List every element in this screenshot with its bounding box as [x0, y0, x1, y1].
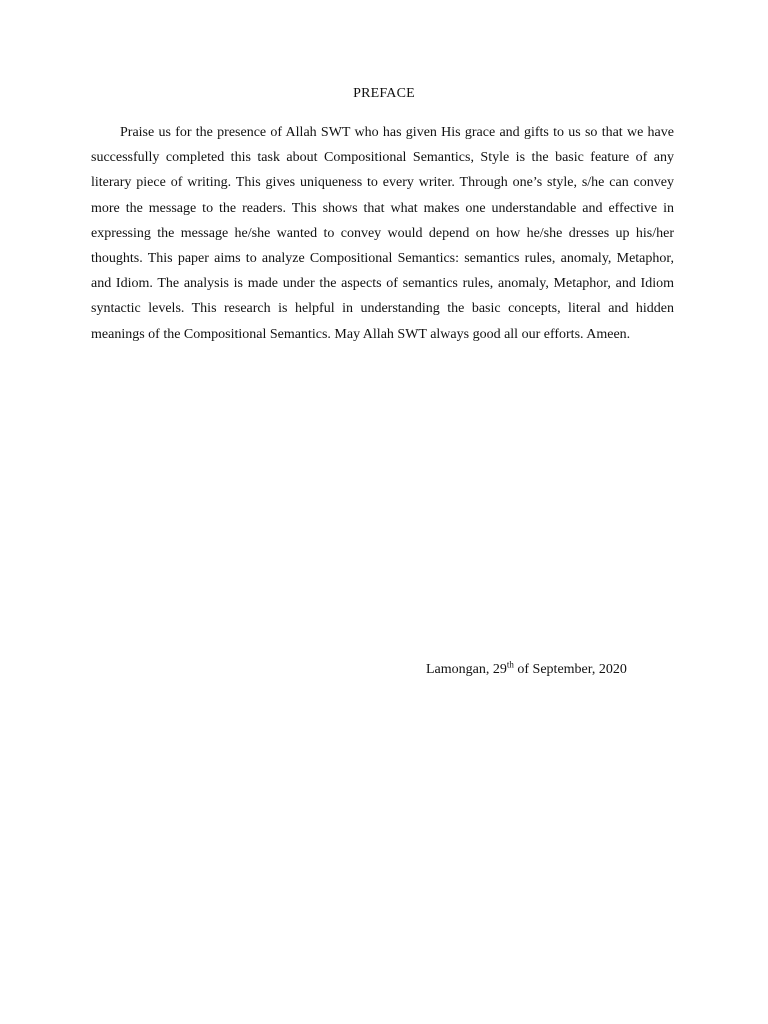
ordinal-suffix: th: [506, 659, 514, 670]
place-date-line: [426, 659, 627, 678]
page-title: PREFACE: [353, 86, 415, 101]
place-day: Lamongan, 29: [426, 662, 507, 677]
preface-paragraph: Praise us for the presence of Allah SWT who has given His grace and gifts to us so that we have successfully completed this task about Compositional Semantics, Style is the basic feature of any literary piece of writing. This gives uniqueness to every writer. Through one’s style, s/he can convey more the message to the readers. This shows that what makes one understandable and effective in expressing the message he/she wanted to convey would depend on how he/she dresses up his/her thoughts. This paper aims to analyze Compositional Semantics: semantics rules, anomaly, Metaphor, and Idiom. The analysis is made under the aspects of semantics rules, anomaly, Metaphor, and Idiom syntactic levels. This research is helpful in understanding the basic concepts, literal and hidden meanings of the Compositional Semantics. May Allah SWT always good all our efforts. Ameen.: [91, 125, 674, 342]
month-year: of September, 2020: [513, 662, 627, 677]
